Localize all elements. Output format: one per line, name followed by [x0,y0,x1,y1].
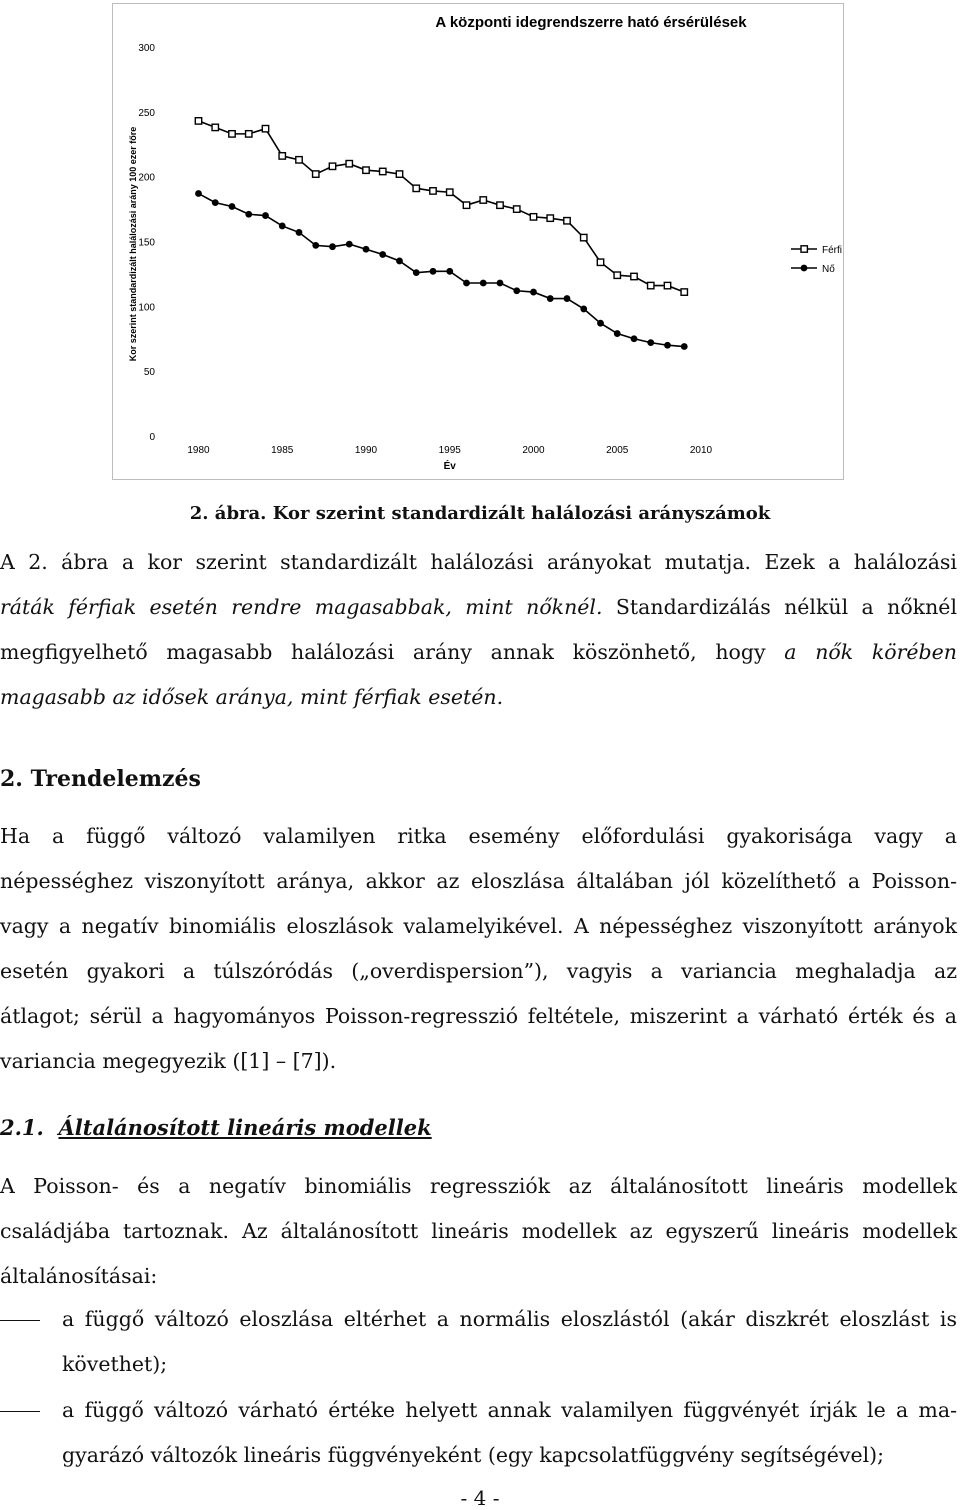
data-point-circle [681,343,688,350]
legend-marker [801,265,808,272]
data-point-circle [430,268,437,275]
data-point-circle [379,251,386,258]
paragraph-1-line-2 [0,585,957,630]
x-tick-label: 2010 [689,445,713,456]
subsection-heading [0,1115,432,1140]
legend-label: Nő [822,264,835,275]
data-point-square [564,218,570,224]
x-tick-label: 2005 [606,445,629,456]
x-tick-label: 1980 [187,445,210,456]
data-point-square [547,215,553,221]
data-point-square [296,157,302,163]
data-point-square [447,189,453,195]
data-point-circle [497,280,504,287]
paragraph-3-line-3: általánosításai: [0,1264,158,1288]
y-tick-label: 250 [138,107,155,119]
data-point-circle [580,306,587,313]
data-point-circle [346,241,353,248]
data-point-square [430,188,436,194]
data-point-square [329,163,335,169]
data-point-square [581,234,587,240]
data-point-circle [245,211,252,218]
data-point-square [229,131,235,137]
paragraph-2-line-1: Ha a függő változó valamilyen ritka esemény előfordulási gyakorisága vagy a [0,824,957,848]
data-point-square [664,282,670,288]
data-point-circle [413,269,420,276]
paragraph-1-line-3 [0,630,957,675]
x-tick-label: 2000 [522,445,545,456]
data-point-square [681,289,687,295]
data-point-circle [547,295,554,302]
x-tick-label: 1995 [438,445,461,456]
paragraph-1-line-1: A 2. ábra a kor szerint standardizált halálozási arányokat mutatja. Ezek a halálozási [0,550,957,574]
data-point-circle [229,203,236,210]
data-point-circle [296,229,303,236]
paragraph-2-line-6: variancia megegyezik ([1] – [7]). [0,1049,337,1073]
line-chart [113,4,843,479]
legend-label: Férfi [822,245,842,256]
y-tick-label: 300 [138,43,155,54]
data-point-circle [195,190,202,197]
data-point-circle [564,295,571,302]
subsection-title: Általánosított lineáris modellek [58,1115,432,1140]
paragraph-text: Standardizálás nélkül a nőknél [602,595,957,619]
data-point-square [631,273,637,279]
data-point-square [279,153,285,159]
data-point-square [262,125,268,131]
data-point-circle [480,280,487,287]
y-tick-label: 0 [149,432,155,443]
bullet-1-line-1: a függő változó eloszlása eltérhet a normális eloszlástól (akár diszkrét eloszlást is [62,1307,957,1331]
paragraph-2-line-4: esetén gyakori a túlszóródás („overdispersion”), vagyis a variancia meghaladja az [0,959,957,983]
chart-title: A központi idegrendszerre ható érsérülések [435,14,747,31]
figure-caption: 2. ábra. Kor szerint standardizált halálozási arányszámok [189,503,771,524]
bullet-dash [0,1411,40,1412]
paragraph-2-line-2: népességhez viszonyított aránya, akkor az eloszlása általában jól közelíthető a Poisson- [0,869,957,893]
data-point-square [463,202,469,208]
data-point-circle [463,280,470,287]
data-point-square [497,202,503,208]
data-point-square [380,168,386,174]
data-point-square [212,124,218,130]
section-heading: 2. Trendelemzés [0,766,201,792]
data-point-circle [212,199,219,206]
data-point-circle [614,330,621,337]
italic-text: a nők körében [784,640,958,664]
x-axis-label: Év [443,461,456,472]
y-tick-label: 50 [143,367,155,379]
data-point-circle [262,212,269,219]
data-point-square [363,167,369,173]
data-point-circle [312,242,319,249]
data-point-square [346,161,352,167]
italic-text: magasabb az idősek aránya, mint férfiak esetén. [0,685,504,709]
paragraph-text: megfigyelhető magasabb halálozási arány annak köszönhető, hogy [0,640,785,664]
data-point-circle [363,246,370,253]
data-point-square [480,197,486,203]
paragraph-2-line-3: vagy a negatív binomiális eloszlások valamelyikével. A népességhez viszonyított arányok [0,914,957,938]
italic-text: ráták férfiak esetén rendre magasabbak, mint nőknél. [0,595,603,619]
bullet-1-line-2: követhet); [62,1352,168,1376]
y-axis-label: Kor szerint standardizált halálozási arány 100 ezer főre [128,126,138,362]
y-tick-label: 200 [138,172,155,184]
y-tick-label: 100 [138,302,155,314]
data-point-circle [597,320,604,327]
subsection-number: 2.1. [0,1115,44,1140]
legend-marker [801,246,807,252]
bullet-2-line-2: gyarázó változók lineáris függvényeként (egy kapcsolatfüggvény segítségével); [62,1443,885,1467]
data-point-square [413,185,419,191]
paragraph-2-line-5: átlagot; sérül a hagyományos Poisson-regresszió feltétele, miszerint a várható érték és a [0,1004,957,1028]
bullet-dash [0,1320,40,1321]
data-point-circle [631,335,638,342]
paragraph-3-line-1: A Poisson- és a negatív binomiális regressziók az általánosított lineáris modellek [0,1174,957,1198]
data-point-circle [513,287,520,294]
page-number: - 4 - [460,1486,500,1510]
data-point-circle [279,223,286,230]
data-point-square [246,131,252,137]
x-tick-label: 1990 [354,445,378,456]
x-tick-label: 1985 [271,445,294,456]
data-point-square [313,171,319,177]
data-point-square [648,282,654,288]
data-point-square [396,171,402,177]
data-point-square [530,214,536,220]
paragraph-3-line-2: családjába tartoznak. Az általánosított lineáris modellek az egyszerű lineáris modellek [0,1219,957,1243]
paragraph-1-line-4 [0,675,957,720]
data-point-square [514,206,520,212]
data-point-square [597,259,603,265]
data-point-square [614,272,620,278]
series-line-Férfi [199,121,685,292]
data-point-square [195,118,201,124]
data-point-circle [446,268,453,275]
data-point-circle [664,342,671,349]
data-point-circle [530,289,537,296]
data-point-circle [647,339,654,346]
chart-container [112,3,844,480]
bullet-2-line-1: a függő változó várható értéke helyett annak valamilyen függvényét írják le a ma- [62,1398,957,1422]
data-point-circle [329,243,336,250]
y-tick-label: 150 [138,237,155,249]
data-point-circle [396,258,403,265]
